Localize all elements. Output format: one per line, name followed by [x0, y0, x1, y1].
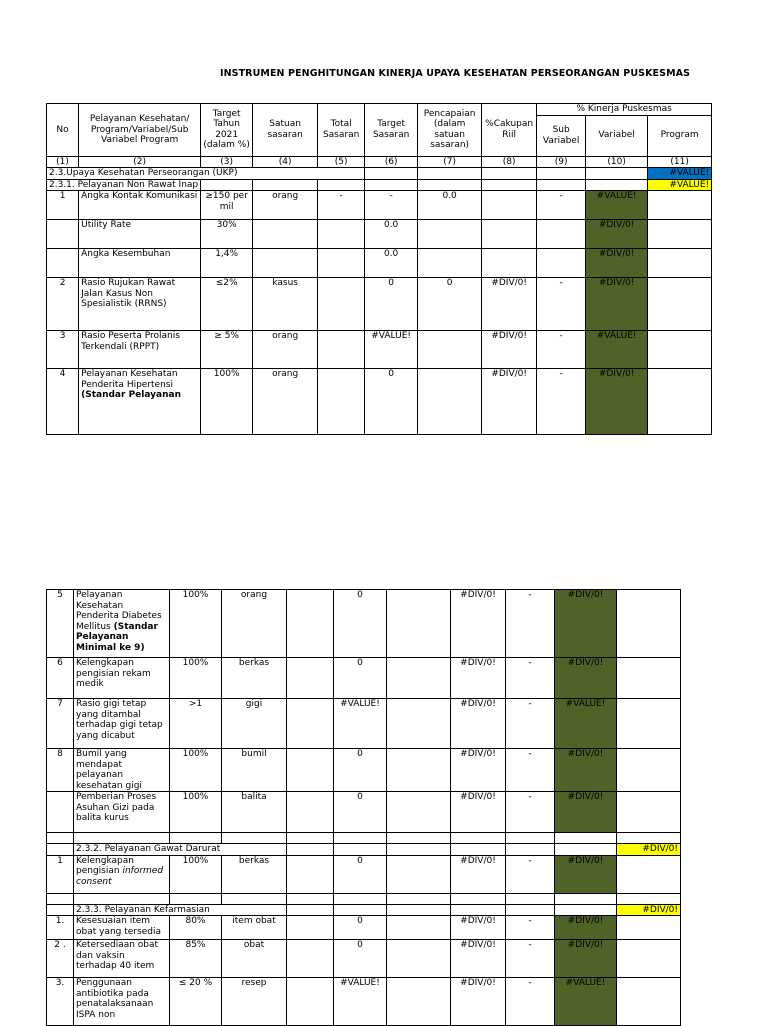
row-name-text: Pelayanan Kesehatan Penderita Hipertensi: [81, 369, 178, 390]
sub-variabel: -: [537, 331, 586, 369]
row-name: [74, 749, 170, 792]
table-row: [47, 249, 712, 278]
row-name: [74, 978, 170, 1026]
row-number: [47, 792, 74, 833]
satuan: berkas: [222, 658, 287, 699]
row-name: [74, 855, 170, 893]
row-number: 4: [47, 369, 79, 435]
target-sasaran: 0: [334, 855, 387, 893]
row-name-text: Ketersediaan obat dan vaksin terhadap 40 item: [76, 940, 159, 971]
row-name: [74, 658, 170, 699]
total-sasaran: [287, 590, 334, 658]
row-number: 1: [47, 191, 79, 220]
cakupan-riil: #DIV/0!: [451, 792, 506, 833]
variabel-value: #DIV/0!: [555, 658, 617, 699]
row-number: [47, 249, 79, 278]
variabel-value: #DIV/0!: [555, 749, 617, 792]
target-tahun: 100%: [170, 658, 222, 699]
row-name: [79, 369, 201, 435]
program-cell: [617, 590, 681, 658]
satuan: [253, 249, 318, 278]
target-sasaran: 0.0: [365, 220, 418, 249]
cakupan-riil: #DIV/0!: [451, 590, 506, 658]
target-tahun: ≤ 20 %: [170, 978, 222, 1026]
target-tahun: 85%: [170, 940, 222, 978]
total-sasaran: [318, 369, 365, 435]
target-tahun: 30%: [201, 220, 253, 249]
pencapaian: [387, 940, 451, 978]
col-num: (5): [318, 156, 365, 168]
sub-variabel: -: [506, 699, 555, 749]
table-row: [47, 658, 681, 699]
row-number: 3.: [47, 978, 74, 1026]
table-row: [47, 749, 681, 792]
target-sasaran: 0: [334, 940, 387, 978]
program-cell: [617, 855, 681, 893]
variabel-value: #DIV/0!: [586, 278, 648, 331]
col-num: (3): [201, 156, 253, 168]
header-satuan: Satuan sasaran: [253, 104, 318, 157]
header-kinerja: % Kinerja Puskesmas: [537, 104, 712, 116]
cakupan-riil: [482, 249, 537, 278]
table-row: [47, 278, 712, 331]
table-row: [47, 940, 681, 978]
pencapaian: [387, 855, 451, 893]
header-sub-variabel: Sub Variabel: [537, 115, 586, 156]
table-row: [47, 855, 681, 893]
satuan: orang: [253, 191, 318, 220]
pencapaian: [418, 331, 482, 369]
sub-variabel: -: [537, 369, 586, 435]
satuan: orang: [253, 369, 318, 435]
total-sasaran: [318, 220, 365, 249]
sub-variabel: -: [506, 978, 555, 1026]
row-name: [74, 940, 170, 978]
row-name-text: Bumil yang mendapat pelayanan kesehatan gigi: [76, 749, 142, 791]
target-tahun: 100%: [170, 792, 222, 833]
cakupan-riil: [482, 220, 537, 249]
total-sasaran: [287, 749, 334, 792]
satuan: kasus: [253, 278, 318, 331]
total-sasaran: [287, 699, 334, 749]
satuan: resep: [222, 978, 287, 1026]
target-tahun: 1,4%: [201, 249, 253, 278]
target-tahun: 100%: [170, 855, 222, 893]
pencapaian: [418, 369, 482, 435]
col-num: (8): [482, 156, 537, 168]
row-name-bold: (Standar Pelayanan Minimal ke 9): [76, 621, 158, 653]
sub-variabel: -: [506, 940, 555, 978]
target-sasaran: #VALUE!: [365, 331, 418, 369]
pencapaian: [418, 220, 482, 249]
section-label: 2.3.Upaya Kesehatan Perseorangan (UKP): [47, 168, 365, 180]
target-sasaran: 0: [334, 658, 387, 699]
program-cell: [648, 278, 712, 331]
target-tahun: >1: [170, 699, 222, 749]
target-sasaran: #VALUE!: [334, 978, 387, 1026]
program-value: #DIV/0!: [617, 844, 681, 856]
row-number: 2 .: [47, 940, 74, 978]
program-cell: [648, 249, 712, 278]
target-sasaran: 0.0: [365, 249, 418, 278]
row-name: [74, 916, 170, 940]
cakupan-riil: #DIV/0!: [451, 916, 506, 940]
target-tahun: 100%: [170, 590, 222, 658]
section-label: 2.3.2. Pelayanan Gawat Darurat: [74, 844, 287, 856]
variabel-value: #DIV/0!: [555, 855, 617, 893]
pencapaian: [387, 978, 451, 1026]
col-num: (1): [47, 156, 79, 168]
program-value: #VALUE!: [648, 179, 712, 191]
cakupan-riil: [482, 191, 537, 220]
section-row-ukp: [47, 168, 712, 180]
target-sasaran: -: [365, 191, 418, 220]
sub-variabel: -: [537, 191, 586, 220]
program-value: #VALUE!: [648, 168, 712, 180]
sub-variabel: -: [506, 658, 555, 699]
target-tahun: 100%: [201, 369, 253, 435]
sub-variabel: -: [506, 749, 555, 792]
header-cakupan: %Cakupan Riil: [482, 104, 537, 157]
satuan: orang: [253, 331, 318, 369]
satuan: [253, 220, 318, 249]
spacer-row: [47, 833, 681, 844]
header-target-sasaran: Target Sasaran: [365, 104, 418, 157]
target-sasaran: 0: [334, 792, 387, 833]
sub-variabel: -: [506, 916, 555, 940]
sub-variabel: -: [506, 590, 555, 658]
row-name-bold: (Standar Pelayanan: [81, 390, 181, 400]
section-row-231: [47, 179, 712, 191]
pencapaian: [387, 749, 451, 792]
pencapaian: [418, 249, 482, 278]
header-program: Program: [648, 115, 712, 156]
row-name-text: Pelayanan Kesehatan Penderita Diabetes Mellitus: [76, 590, 162, 632]
cakupan-riil: #DIV/0!: [451, 658, 506, 699]
program-cell: [617, 658, 681, 699]
total-sasaran: -: [318, 191, 365, 220]
target-sasaran: 0: [365, 369, 418, 435]
pencapaian: [387, 792, 451, 833]
row-number: [47, 220, 79, 249]
program-cell: [648, 369, 712, 435]
variabel-value: #VALUE!: [555, 978, 617, 1026]
table-row: [47, 369, 712, 435]
total-sasaran: [287, 978, 334, 1026]
program-cell: [648, 191, 712, 220]
col-num: (9): [537, 156, 586, 168]
header-pelayanan: Pelayanan Kesehatan/ Program/Variabel/Sub Variabel Program: [79, 104, 201, 157]
pencapaian: 0.0: [418, 191, 482, 220]
section-row-233: [47, 904, 681, 916]
row-number: 8: [47, 749, 74, 792]
row-name-text: Utility Rate: [81, 220, 132, 230]
header-variabel: Variabel: [586, 115, 648, 156]
satuan: berkas: [222, 855, 287, 893]
program-cell: [617, 978, 681, 1026]
header-no: No: [47, 104, 79, 157]
total-sasaran: [287, 916, 334, 940]
row-name: [79, 331, 201, 369]
column-number-row: [47, 156, 712, 168]
col-num: (7): [418, 156, 482, 168]
header-target-tahun: Target Tahun 2021 (dalam %): [201, 104, 253, 157]
cakupan-riil: #DIV/0!: [451, 940, 506, 978]
variabel-value: #VALUE!: [555, 699, 617, 749]
target-tahun: ≥ 5%: [201, 331, 253, 369]
variabel-value: #DIV/0!: [586, 249, 648, 278]
row-name-text: Angka Kesembuhan: [81, 249, 171, 259]
cakupan-riil: #DIV/0!: [451, 978, 506, 1026]
total-sasaran: [318, 249, 365, 278]
row-name: [79, 249, 201, 278]
row-name: [74, 699, 170, 749]
target-sasaran: 0: [334, 916, 387, 940]
total-sasaran: [287, 792, 334, 833]
performance-table-bottom: [46, 589, 681, 1026]
sub-variabel: [537, 249, 586, 278]
variabel-value: #VALUE!: [586, 331, 648, 369]
variabel-value: #DIV/0!: [555, 940, 617, 978]
row-number: 5: [47, 590, 74, 658]
section-label: 2.3.3. Pelayanan Kefarmasian: [74, 904, 287, 916]
row-number: 6: [47, 658, 74, 699]
performance-table-top: [46, 103, 712, 435]
table-row: [47, 191, 712, 220]
program-value: #DIV/0!: [617, 904, 681, 916]
section-row-232: [47, 844, 681, 856]
program-cell: [617, 940, 681, 978]
row-name-text: Rasio Peserta Prolanis Terkendali (RPPT): [81, 331, 180, 352]
row-name-text: Kelengkapan pengisian: [76, 855, 134, 876]
total-sasaran: [287, 855, 334, 893]
col-num: (2): [79, 156, 201, 168]
row-name-text: Angka Kontak Komunikasi: [81, 191, 198, 201]
total-sasaran: [318, 331, 365, 369]
header-total-sasaran: Total Sasaran: [318, 104, 365, 157]
row-number: 2: [47, 278, 79, 331]
section-label: 2.3.1. Pelayanan Non Rawat Inap: [47, 179, 201, 191]
row-number: 1: [47, 855, 74, 893]
program-cell: [617, 749, 681, 792]
target-tahun: ≤2%: [201, 278, 253, 331]
row-name-text: Penggunaan antibiotika pada penatalaksanaan ISPA non: [76, 978, 154, 1020]
variabel-value: #DIV/0!: [555, 792, 617, 833]
satuan: gigi: [222, 699, 287, 749]
row-name-text: Rasio Rujukan Rawat Jalan Kasus Non Spesialistik (RRNS): [81, 278, 176, 309]
table-row: [47, 916, 681, 940]
satuan: orang: [222, 590, 287, 658]
satuan: item obat: [222, 916, 287, 940]
pencapaian: [387, 916, 451, 940]
sub-variabel: -: [506, 792, 555, 833]
pencapaian: 0: [418, 278, 482, 331]
total-sasaran: [318, 278, 365, 331]
col-num: (4): [253, 156, 318, 168]
satuan: obat: [222, 940, 287, 978]
target-sasaran: 0: [334, 590, 387, 658]
row-name: [79, 220, 201, 249]
sub-variabel: [537, 220, 586, 249]
row-name: [74, 590, 170, 658]
total-sasaran: [287, 658, 334, 699]
program-cell: [617, 699, 681, 749]
target-tahun: 80%: [170, 916, 222, 940]
row-number: 7: [47, 699, 74, 749]
satuan: balita: [222, 792, 287, 833]
col-num: (6): [365, 156, 418, 168]
variabel-value: #DIV/0!: [555, 916, 617, 940]
cakupan-riil: #DIV/0!: [482, 331, 537, 369]
program-cell: [648, 331, 712, 369]
table-row: [47, 699, 681, 749]
sub-variabel: -: [506, 855, 555, 893]
variabel-value: #VALUE!: [586, 191, 648, 220]
row-name: [79, 191, 201, 220]
target-sasaran: 0: [334, 749, 387, 792]
row-name: [79, 278, 201, 331]
target-tahun: 100%: [170, 749, 222, 792]
program-cell: [617, 792, 681, 833]
sub-variabel: -: [537, 278, 586, 331]
target-sasaran: 0: [365, 278, 418, 331]
target-tahun: ≥150 per mil: [201, 191, 253, 220]
col-num: (11): [648, 156, 712, 168]
cakupan-riil: #DIV/0!: [451, 855, 506, 893]
table-row: [47, 331, 712, 369]
program-cell: [648, 220, 712, 249]
cakupan-riil: #DIV/0!: [451, 749, 506, 792]
row-name-text: Kelengkapan pengisian rekam medik: [76, 658, 151, 689]
row-name-text: Kesesuaian item obat yang tersedia: [76, 916, 161, 937]
pencapaian: [387, 590, 451, 658]
total-sasaran: [287, 940, 334, 978]
variabel-value: #DIV/0!: [586, 220, 648, 249]
row-name-italic: informed consent: [76, 866, 164, 887]
table-row: [47, 590, 681, 658]
document-title: INSTRUMEN PENGHITUNGAN KINERJA UPAYA KESEHATAN PERSEORANGAN PUSKESMAS: [219, 68, 691, 79]
satuan: bumil: [222, 749, 287, 792]
pencapaian: [387, 658, 451, 699]
col-num: (10): [586, 156, 648, 168]
row-number: 1.: [47, 916, 74, 940]
row-number: 3: [47, 331, 79, 369]
cakupan-riil: #DIV/0!: [482, 369, 537, 435]
spacer-row: [47, 893, 681, 904]
row-name-text: Rasio gigi tetap yang ditambal terhadap gigi tetap yang dicabut: [76, 699, 163, 741]
variabel-value: #DIV/0!: [555, 590, 617, 658]
table-row: [47, 978, 681, 1026]
row-name-text: Pemberian Proses Asuhan Gizi pada balita kurus: [76, 792, 157, 823]
table-row: [47, 792, 681, 833]
table-row: [47, 220, 712, 249]
program-cell: [617, 916, 681, 940]
target-sasaran: #VALUE!: [334, 699, 387, 749]
header-pencapaian: Pencapaian (dalam satuan sasaran): [418, 104, 482, 157]
cakupan-riil: #DIV/0!: [451, 699, 506, 749]
row-name: [74, 792, 170, 833]
cakupan-riil: #DIV/0!: [482, 278, 537, 331]
pencapaian: [387, 699, 451, 749]
variabel-value: #DIV/0!: [586, 369, 648, 435]
